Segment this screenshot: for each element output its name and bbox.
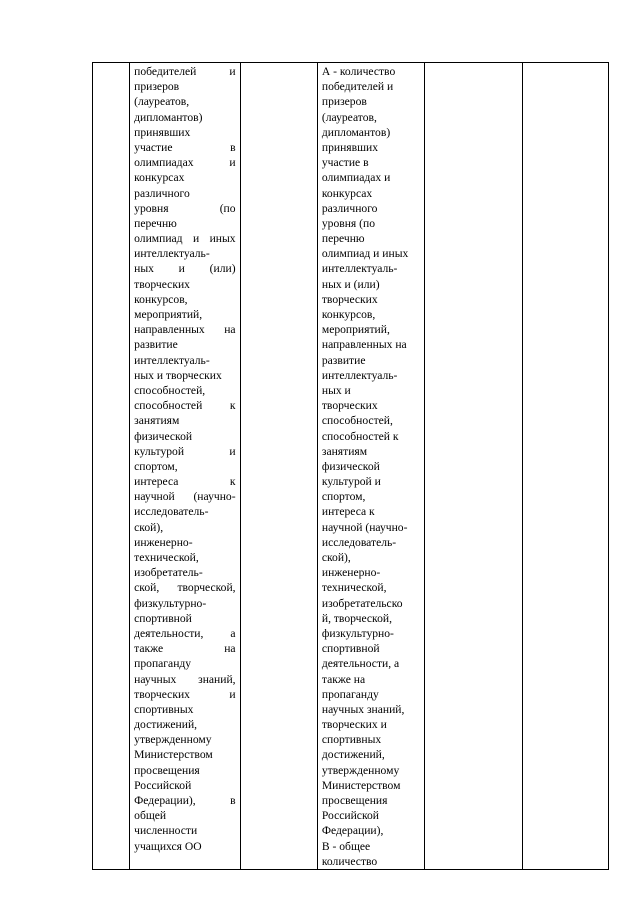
description-line: развитие <box>134 338 178 352</box>
empty-cell <box>240 63 317 870</box>
formula-line: В - общее <box>321 839 371 853</box>
description-line: инженерно- <box>134 535 193 549</box>
formula-line: деятельности, а <box>321 657 400 671</box>
formula-line: А - количество <box>321 65 396 78</box>
description-line: направленных на <box>134 323 236 337</box>
indicator-description-cell <box>130 63 240 870</box>
formula-line: интереса к <box>321 505 375 519</box>
formula-line: творческих и <box>321 718 387 732</box>
formula-line: ных и (или) <box>321 277 380 291</box>
description-line: интеллектуаль- <box>134 247 210 261</box>
description-line: физической <box>134 429 193 443</box>
description-line: Российской <box>134 778 192 792</box>
description-line: творческих и <box>134 687 236 701</box>
formula-line: уровня (по <box>321 216 376 230</box>
description-line: ных и творческих <box>134 368 222 382</box>
formula-line: принявших <box>321 140 379 154</box>
description-line: технической, <box>134 551 199 564</box>
formula-line: спортивной <box>321 642 380 656</box>
number-cell <box>93 63 130 870</box>
formula-line: победителей и <box>321 80 394 94</box>
formula-line: достижений, <box>321 748 385 762</box>
formula-line: Российской <box>321 809 379 823</box>
description-line: интеллектуаль- <box>134 353 210 367</box>
formula-line: творческих <box>321 292 378 306</box>
description-line: ных и (или) <box>134 262 236 276</box>
description-line: (лауреатов, <box>134 95 190 109</box>
formula-line: изобретательско <box>321 596 403 610</box>
formula-line: интеллектуаль- <box>321 262 398 276</box>
description-line: спортивной <box>134 611 192 625</box>
description-line: дипломантов) <box>134 110 203 124</box>
formula-line: олимпиад и иных <box>321 247 409 261</box>
formula-line: призеров <box>321 95 367 109</box>
formula-line: конкурсах <box>321 186 373 200</box>
formula-line: Министерством <box>321 778 401 792</box>
formula-line: инженерно- <box>321 566 381 580</box>
formula-line: участие в <box>321 156 369 170</box>
empty-cell <box>522 63 608 870</box>
description-line: занятиям <box>134 414 180 428</box>
description-line: спортом, <box>134 459 178 473</box>
formula-line: исследователь- <box>321 535 397 549</box>
formula-line: ской), <box>321 551 351 564</box>
table-row <box>93 63 609 870</box>
formula-line: культурой и <box>321 475 381 489</box>
description-line: исследователь- <box>134 505 209 519</box>
description-line: общей <box>134 809 167 823</box>
formula-line: развитие <box>321 353 366 367</box>
description-line: научных знаний, <box>134 672 236 686</box>
formula-line: (лауреатов, <box>321 110 377 124</box>
indicator-table <box>92 62 609 870</box>
formula-line: различного <box>321 201 378 215</box>
formula-line: способностей к <box>321 429 399 443</box>
description-line: различного <box>134 186 190 200</box>
description-line: способностей к <box>134 399 236 413</box>
formula-line: просвещения <box>321 794 388 807</box>
description-line: ской, творческой, <box>134 581 236 595</box>
formula-line: направленных на <box>321 338 407 352</box>
description-line: изобретатель- <box>134 566 203 580</box>
formula-line: дипломантов) <box>321 125 391 139</box>
description-line: интереса к <box>134 475 236 489</box>
description-line: конкурсов, <box>134 292 188 306</box>
formula-line: олимпиадах и <box>321 171 391 185</box>
description-line: культурой и <box>134 444 236 458</box>
description-line: физкультурно- <box>134 596 207 610</box>
formula-line: творческих <box>321 399 378 413</box>
description-line: победителей и <box>134 65 236 78</box>
description-line: уровня (по <box>134 201 236 215</box>
calculation-method-text <box>318 63 424 869</box>
description-line: перечню <box>134 216 177 230</box>
description-line: олимпиадах и <box>134 156 236 170</box>
formula-line: мероприятий, <box>321 323 390 337</box>
description-line: численности <box>134 824 198 838</box>
formula-line: перечню <box>321 232 365 246</box>
formula-line: конкурсов, <box>321 308 376 321</box>
description-line: Министерством <box>134 748 213 762</box>
description-line: конкурсах <box>134 171 185 185</box>
formula-line: количество <box>321 854 378 868</box>
formula-line: занятиям <box>321 444 368 458</box>
formula-line: физической <box>321 459 380 473</box>
description-line: пропаганду <box>134 657 192 671</box>
formula-line: Федерации), <box>321 824 384 838</box>
formula-line: спортивных <box>321 733 382 747</box>
description-line: творческих <box>134 277 190 291</box>
description-line: способностей, <box>134 383 206 397</box>
description-line: мероприятий, <box>134 308 203 321</box>
description-line: также на <box>134 642 236 656</box>
description-line: Федерации), в <box>134 794 236 807</box>
formula-line: пропаганду <box>321 687 379 701</box>
description-line: олимпиад и иных <box>134 232 236 246</box>
description-line: достижений, <box>134 718 198 732</box>
description-line: участие в <box>134 140 236 154</box>
formula-line: ных и <box>321 383 351 397</box>
description-line: призеров <box>134 80 180 94</box>
description-line: просвещения <box>134 763 200 777</box>
indicator-description-text <box>130 63 239 854</box>
description-line: спортивных <box>134 702 194 716</box>
formula-line: научных знаний, <box>321 702 405 716</box>
formula-line: физкультурно- <box>321 626 394 640</box>
calculation-method-cell <box>317 63 424 870</box>
description-line: деятельности, а <box>134 626 236 640</box>
description-line: учащихся ОО <box>134 839 202 853</box>
empty-cell <box>425 63 522 870</box>
formula-line: технической, <box>321 581 387 595</box>
formula-line: интеллектуаль- <box>321 368 398 382</box>
formula-line: й, творческой, <box>321 611 392 625</box>
formula-line: также на <box>321 672 366 686</box>
formula-line: утвержденному <box>321 763 400 777</box>
description-line: научной (научно- <box>134 490 236 504</box>
formula-line: спортом, <box>321 490 366 504</box>
formula-line: способностей, <box>321 414 393 428</box>
formula-line: научной (научно- <box>321 520 408 534</box>
description-line: ской), <box>134 520 164 534</box>
description-line: утвержденному <box>134 733 212 747</box>
description-line: принявших <box>134 125 191 139</box>
